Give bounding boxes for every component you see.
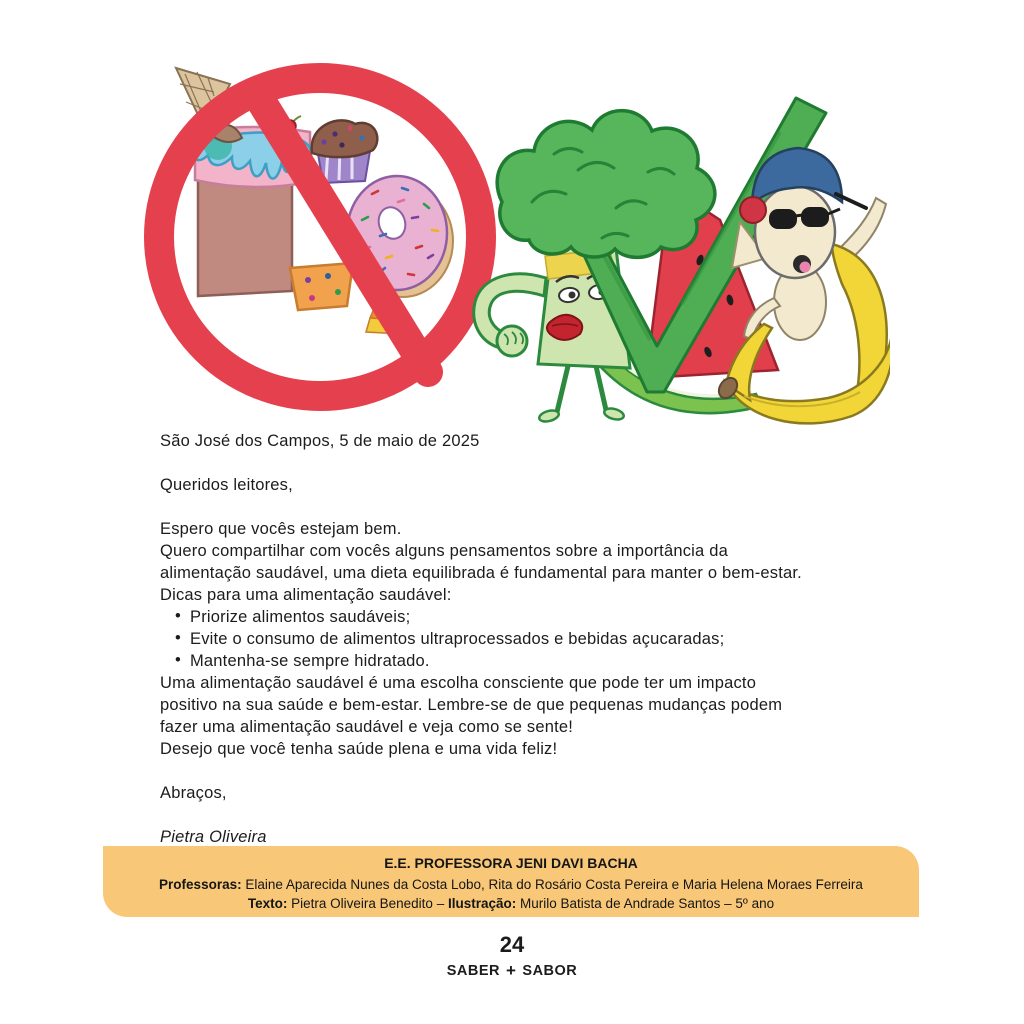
brand-left: SABER (446, 963, 500, 979)
junk-food-drawing (159, 68, 481, 396)
cupcake-icon (290, 263, 353, 310)
letter-line: Quero compartilhar com vocês alguns pensamentos sobre a importância da (160, 542, 728, 560)
bullet-item (160, 650, 872, 672)
letter-line: Desejo que você tenha saúde plena e uma vida feliz! (160, 740, 558, 758)
bullet-marker: • (175, 607, 181, 625)
paragraph-1 (160, 518, 872, 606)
salutation: Queridos leitores, (160, 476, 293, 494)
page-footer (0, 933, 1024, 981)
bullet-item (160, 628, 872, 650)
signature: Pietra Oliveira (160, 828, 267, 846)
bullet-list (160, 606, 872, 672)
bullet-marker: • (175, 629, 181, 647)
school-name: E.E. PROFESSORA JENI DAVI BACHA (384, 855, 638, 871)
paragraph-2 (160, 672, 872, 760)
illustration (140, 52, 890, 432)
letter-line: fazer uma alimentação saudável e veja como se sente! (160, 718, 574, 736)
date-line: São José dos Campos, 5 de maio de 2025 (160, 432, 480, 450)
letter-line: Dicas para uma alimentação saudável: (160, 586, 452, 604)
ilustracao-label: Ilustração: (447, 896, 517, 911)
blank-line (160, 496, 872, 518)
plus-sign: + (505, 961, 517, 980)
letter-line: alimentação saudável, uma dieta equilibrada é fundamental para manter o bem-estar. (160, 564, 802, 582)
professoras-names: Elaine Aparecida Nunes da Costa Lobo, Rita do Rosário Costa Pereira e Maria Helena Moraes Ferreira (245, 877, 863, 892)
brand-line (0, 961, 1024, 981)
letter-line: Espero que vocês estejam bem. (160, 520, 402, 538)
banner-credits (103, 894, 919, 913)
letter-line: Uma alimentação saudável é uma escolha consciente que pode ter um impacto (160, 674, 757, 692)
bullet-text: Mantenha-se sempre hidratado. (189, 652, 430, 670)
letter-line: positivo na sua saúde e bem-estar. Lembre-se de que pequenas mudanças podem (160, 696, 783, 714)
bullet-text: Priorize alimentos saudáveis; (189, 608, 411, 626)
professoras-label: Professoras: (159, 877, 242, 892)
school-banner (103, 846, 919, 917)
bullet-marker: • (175, 651, 181, 669)
letter-body (160, 430, 872, 848)
bullet-item (160, 606, 872, 628)
blank-line (160, 760, 872, 782)
ilustracao-author: Murilo Batista de Andrade Santos – 5º ano (520, 896, 775, 911)
page-number: 24 (499, 932, 525, 957)
broccoli-head (497, 111, 715, 258)
blank-line (160, 804, 872, 826)
closing: Abraços, (160, 784, 227, 802)
bullet-text: Evite o consumo de alimentos ultraprocessados e bebidas açucaradas; (189, 630, 725, 648)
banner-professoras (103, 875, 919, 894)
texto-author: Pietra Oliveira Benedito (291, 896, 433, 911)
healthy-food-drawing (474, 98, 890, 423)
brand-right: SABOR (522, 963, 578, 979)
credits-dash: – (436, 896, 445, 911)
blank-line (160, 452, 872, 474)
texto-label: Texto: (247, 896, 288, 911)
